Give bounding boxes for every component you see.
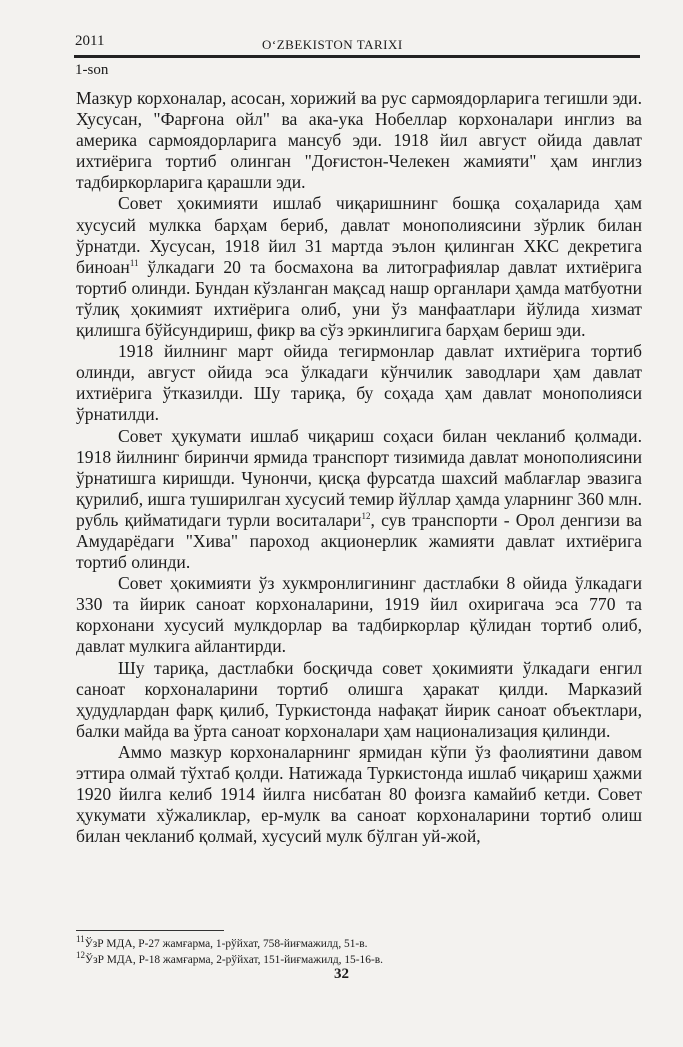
footnote-item bbox=[76, 936, 383, 952]
header-journal-title: O‘ZBEKISTON TARIXI bbox=[262, 37, 403, 52]
footnote-separator bbox=[76, 930, 224, 931]
paragraph-text: Совет ҳокимияти ишлаб чиқаришнинг бошқа соҳаларида ҳам хусусий мулкка барҳам бериб, давлат монополиясини зўрлик билан ўрнатди. Хусусан, 1918 йил 31 мартда эълон қилинган ХКС декретига биноан bbox=[76, 193, 642, 277]
paragraph bbox=[76, 658, 642, 742]
paragraph bbox=[76, 742, 642, 847]
article-body bbox=[76, 88, 642, 847]
page-number: 32 bbox=[334, 966, 349, 982]
footnote-text: ЎзР МДА, Р-18 жамғарма, 2-рўйхат, 151-йиғмажилд, 15-16-в. bbox=[85, 954, 383, 966]
paragraph-text: ўлкадаги 20 та босмахона ва литографиялар давлат ихтиёрига тортиб олинди. Бундан кўзланган мақсад нашр органлари ҳамда матбуотни тўлиқ ҳокимият ихтиёрига олиб, уни ўз манфаатлари йўлида хизмат қилишга бўйсундириш, фикр ва сўз эркинлигига барҳам бериш эди. bbox=[76, 256, 642, 341]
paragraph-text: Мазкур корхоналар, асосан, хорижий ва рус сармоядорларига тегишли эди. Хусусан, "Фарғона ойл" ва ака-ука Нобеллар корхоналари инглиз ва америка сармоядорларига мансуб эди. 1918 йил август ойида давлат ихтиёрига тортиб олинган "Доғистон-Челекен жамияти" ҳам инглиз тадбиркорларига қарашли эди. bbox=[76, 88, 642, 193]
paragraph-text: Совет ҳокимияти ўз хукмронлигининг дастлабки 8 ойида ўлкадаги 330 та йирик саноат корхоналарини, 1919 йил охиригача эса 770 та корхонани хусусий мулкдорлар ва тадбиркорлар қўлидан тортиб олиб, давлат мулкига айлантирди. bbox=[76, 573, 642, 657]
footnotes bbox=[76, 936, 383, 968]
footnote-ref[interactable]: 11 bbox=[129, 257, 139, 268]
paragraph bbox=[76, 88, 642, 193]
footnote-text: ЎзР МДА, Р-27 жамғарма, 1-рўйхат, 758-йиғмажилд, 51-в. bbox=[84, 938, 368, 950]
paragraph-text: , сув транспорти - Орол денгизи ва Амударёдаги "Хива" пароход акционерлик жамияти давлат ихтиёрига тортиб олинди. bbox=[76, 509, 642, 573]
paragraph-text: 1918 йилнинг март ойида тегирмонлар давлат ихтиёрига тортиб олинди, август ойида эса ўлкадаги кўнчилик заводлари ҳам давлат ихтиёрига ўтказилди. Шу тариқа, бу соҳада ҳам давлат монополияси ўрнатилди. bbox=[76, 341, 642, 425]
header-issue: 1-son bbox=[75, 62, 109, 78]
footnote-mark: 11 bbox=[76, 934, 85, 945]
header-rule bbox=[74, 55, 640, 58]
paragraph bbox=[76, 341, 642, 425]
paragraph-text: Совет ҳукумати ишлаб чиқариш соҳаси билан чекланиб қолмади. 1918 йилнинг биринчи ярмида транспорт тизимида давлат монополиясини ўрнатишга киришди. Чунончи, қисқа фурсатда шахсий маблағлар эвазига қурилиб, ишга туширилган хусусий темир йўллар ҳамда уларнинг 360 млн. рубль қийматидаги турли воситалари bbox=[76, 425, 642, 530]
paragraph-text: Аммо мазкур корхоналарнинг ярмидан кўпи ўз фаолиятини давом эттира олмай тўхтаб қолди. Натижада Туркистонда ишлаб чиқариш ҳажми 1920 йилга келиб 1914 йилга нисбатан 80 фоизга камайиб кетди. Совет ҳукумати хўжаликлар, ер-мулк ва саноат корхоналарини тортиб олиш билан чекланиб қолмай, хусусий мулк бўлган уй-жой, bbox=[76, 741, 642, 847]
paragraph bbox=[76, 426, 642, 574]
paragraph-text: Шу тариқа, дастлабки босқичда совет ҳокимияти ўлкадаги енгил саноат корхоналарини тортиб олишга ҳаракат қилди. Марказий ҳудудлардан фарқ қилиб, Туркистонда нафақат йирик саноат объектлари, балки майда ва ўрта саноат корхоналари ҳам национализация қилинди. bbox=[76, 657, 642, 741]
header-year: 2011 bbox=[75, 33, 105, 49]
paragraph bbox=[76, 193, 642, 341]
paragraph bbox=[76, 573, 642, 657]
footnote-mark: 12 bbox=[76, 950, 85, 961]
footnote-ref[interactable]: 12 bbox=[361, 511, 371, 522]
